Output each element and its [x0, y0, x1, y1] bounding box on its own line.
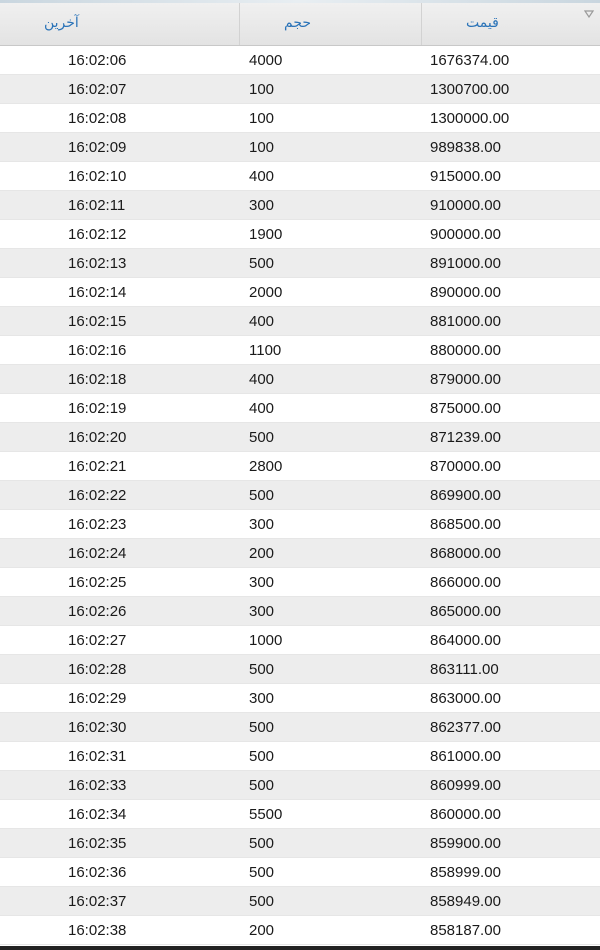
cell-time: 16:02:15	[68, 313, 127, 330]
cell-volume: 500	[249, 487, 275, 504]
cell-time: 16:02:31	[68, 748, 127, 765]
cell-volume: 300	[249, 574, 275, 591]
cell-volume: 1900	[249, 226, 283, 243]
cell-time: 16:02:23	[68, 516, 127, 533]
cell-volume: 500	[249, 893, 275, 910]
table-row[interactable]	[0, 626, 600, 655]
table-row[interactable]	[0, 46, 600, 75]
cell-price: 864000.00	[430, 632, 501, 649]
cell-time: 16:02:08	[68, 110, 127, 127]
cell-volume: 500	[249, 748, 275, 765]
cell-time: 16:02:25	[68, 574, 127, 591]
filter-triangle-icon[interactable]	[582, 7, 596, 21]
trades-table-body	[0, 46, 600, 945]
cell-volume: 1100	[249, 342, 282, 359]
cell-price: 1300000.00	[430, 110, 510, 127]
table-row[interactable]	[0, 742, 600, 771]
cell-volume: 400	[249, 313, 275, 330]
table-row[interactable]	[0, 365, 600, 394]
table-header	[0, 3, 600, 46]
cell-price: 859900.00	[430, 835, 501, 852]
table-row[interactable]	[0, 423, 600, 452]
table-row[interactable]	[0, 249, 600, 278]
cell-time: 16:02:36	[68, 864, 127, 881]
table-row[interactable]	[0, 133, 600, 162]
cell-volume: 100	[249, 139, 275, 156]
cell-volume: 2000	[249, 284, 283, 301]
cell-volume: 300	[249, 516, 275, 533]
cell-time: 16:02:18	[68, 371, 127, 388]
cell-price: 866000.00	[430, 574, 501, 591]
cell-volume: 300	[249, 690, 275, 707]
cell-time: 16:02:16	[68, 342, 127, 359]
cell-volume: 1000	[249, 632, 283, 649]
cell-price: 875000.00	[430, 400, 501, 417]
cell-time: 16:02:20	[68, 429, 127, 446]
cell-price: 915000.00	[430, 168, 501, 185]
table-row[interactable]	[0, 916, 600, 945]
cell-price: 879000.00	[430, 371, 501, 388]
cell-price: 860999.00	[430, 777, 501, 794]
cell-volume: 400	[249, 400, 275, 417]
table-row[interactable]	[0, 278, 600, 307]
cell-price: 870000.00	[430, 458, 501, 475]
cell-volume: 200	[249, 922, 275, 939]
cell-volume: 300	[249, 603, 275, 620]
cell-price: 910000.00	[430, 197, 501, 214]
cell-time: 16:02:29	[68, 690, 127, 707]
cell-price: 863111.00	[430, 661, 499, 678]
cell-price: 880000.00	[430, 342, 501, 359]
cell-time: 16:02:22	[68, 487, 127, 504]
cell-price: 890000.00	[430, 284, 501, 301]
table-row[interactable]	[0, 452, 600, 481]
cell-time: 16:02:09	[68, 139, 127, 156]
cell-time: 16:02:19	[68, 400, 127, 417]
cell-time: 16:02:35	[68, 835, 127, 852]
cell-volume: 400	[249, 168, 275, 185]
cell-price: 869900.00	[430, 487, 501, 504]
cell-volume: 400	[249, 371, 275, 388]
cell-price: 865000.00	[430, 603, 501, 620]
cell-volume: 500	[249, 661, 275, 678]
table-row[interactable]	[0, 220, 600, 249]
cell-time: 16:02:06	[68, 52, 127, 69]
table-row[interactable]	[0, 858, 600, 887]
table-row[interactable]	[0, 713, 600, 742]
table-row[interactable]	[0, 510, 600, 539]
cell-time: 16:02:24	[68, 545, 127, 562]
cell-price: 891000.00	[430, 255, 501, 272]
cell-time: 16:02:28	[68, 661, 127, 678]
cell-volume: 100	[249, 81, 275, 98]
cell-price: 858187.00	[430, 922, 501, 939]
column-header-last[interactable]: آخرین	[0, 3, 240, 45]
cell-time: 16:02:13	[68, 255, 127, 272]
cell-price: 900000.00	[430, 226, 501, 243]
cell-volume: 500	[249, 835, 275, 852]
table-row[interactable]	[0, 104, 600, 133]
cell-volume: 500	[249, 864, 275, 881]
cell-volume: 100	[249, 110, 275, 127]
cell-volume: 200	[249, 545, 275, 562]
cell-time: 16:02:27	[68, 632, 127, 649]
cell-price: 862377.00	[430, 719, 501, 736]
cell-price: 1300700.00	[430, 81, 510, 98]
cell-price: 858999.00	[430, 864, 501, 881]
table-row[interactable]	[0, 887, 600, 916]
cell-price: 863000.00	[430, 690, 501, 707]
cell-price: 871239.00	[430, 429, 501, 446]
table-row[interactable]	[0, 684, 600, 713]
table-row[interactable]	[0, 162, 600, 191]
table-row[interactable]	[0, 394, 600, 423]
table-row[interactable]	[0, 191, 600, 220]
table-row[interactable]	[0, 539, 600, 568]
table-row[interactable]	[0, 771, 600, 800]
table-row[interactable]	[0, 597, 600, 626]
cell-price: 1676374.00	[430, 52, 510, 69]
cell-volume: 5500	[249, 806, 283, 823]
cell-time: 16:02:12	[68, 226, 127, 243]
cell-volume: 4000	[249, 52, 283, 69]
cell-price: 881000.00	[430, 313, 501, 330]
cell-time: 16:02:10	[68, 168, 127, 185]
cell-price: 989838.00	[430, 139, 501, 156]
cell-price: 868500.00	[430, 516, 501, 533]
table-row[interactable]	[0, 655, 600, 684]
cell-time: 16:02:37	[68, 893, 127, 910]
cell-volume: 2800	[249, 458, 283, 475]
bottom-bar	[0, 946, 600, 950]
cell-time: 16:02:26	[68, 603, 127, 620]
column-header-price[interactable]: قیمت	[466, 14, 499, 30]
cell-volume: 500	[249, 777, 275, 794]
cell-volume: 300	[249, 197, 275, 214]
cell-time: 16:02:11	[68, 197, 126, 214]
cell-price: 860000.00	[430, 806, 501, 823]
table-row[interactable]	[0, 481, 600, 510]
cell-time: 16:02:33	[68, 777, 127, 794]
table-row[interactable]	[0, 307, 600, 336]
cell-volume: 500	[249, 429, 275, 446]
cell-price: 858949.00	[430, 893, 501, 910]
cell-time: 16:02:21	[68, 458, 127, 475]
table-row[interactable]	[0, 336, 600, 365]
table-row[interactable]	[0, 829, 600, 858]
cell-time: 16:02:07	[68, 81, 127, 98]
table-row[interactable]	[0, 800, 600, 829]
cell-time: 16:02:34	[68, 806, 127, 823]
column-header-volume[interactable]: حجم	[240, 3, 422, 45]
table-row[interactable]	[0, 568, 600, 597]
cell-price: 868000.00	[430, 545, 501, 562]
cell-volume: 500	[249, 255, 275, 272]
cell-time: 16:02:30	[68, 719, 127, 736]
cell-time: 16:02:14	[68, 284, 127, 301]
table-row[interactable]	[0, 75, 600, 104]
cell-price: 861000.00	[430, 748, 501, 765]
cell-volume: 500	[249, 719, 275, 736]
cell-time: 16:02:38	[68, 922, 127, 939]
